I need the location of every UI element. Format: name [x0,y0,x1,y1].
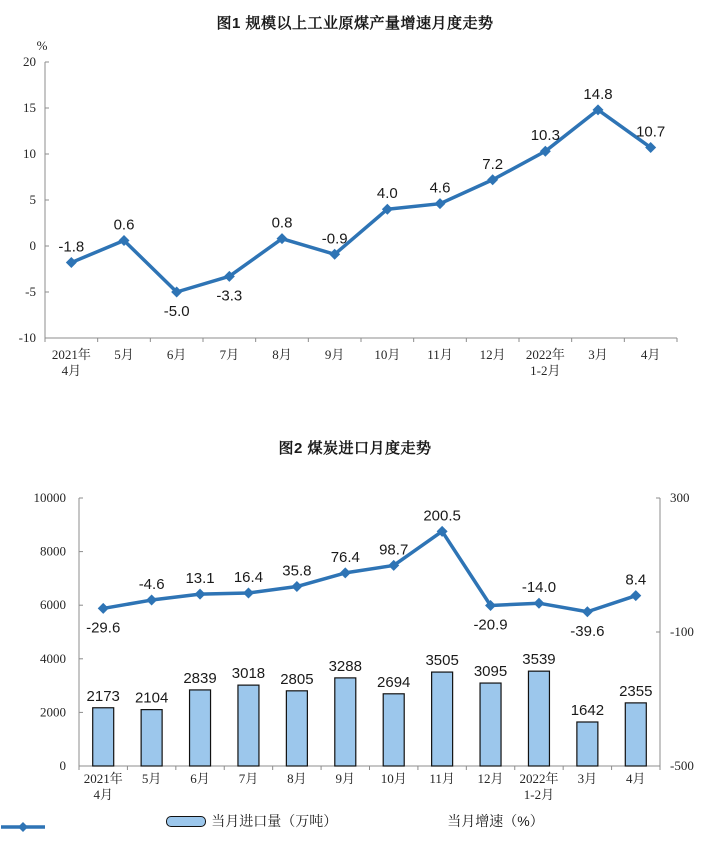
left-y-tick-label: 2000 [40,704,66,720]
data-point-marker [98,603,109,614]
x-tick-label: 10月 [380,771,407,786]
line-data-label: -4.6 [138,576,165,594]
line-data-label: 16.4 [233,569,264,587]
right-y-tick-label: -100 [670,624,694,639]
x-tick-label: 9月 [324,347,345,362]
x-tick-label: 2022年 [525,347,565,362]
line-data-label: 8.4 [625,571,647,589]
x-tick-label: 8月 [287,771,307,786]
bar-data-label: 1642 [570,701,605,719]
x-tick-label: 2022年 [519,771,559,786]
x-tick-label: 4月 [93,787,113,802]
bar-data-label: 2173 [86,687,120,705]
bar [625,703,646,766]
x-tick-label: 7月 [238,771,259,786]
x-tick-label: 9月 [335,771,356,786]
line-data-label: -5.0 [163,303,190,320]
bar [577,722,598,766]
bar-swatch-icon [166,816,206,827]
data-point-marker [435,198,446,209]
line-data-label: -1.8 [58,238,85,256]
x-tick-label: 1-2月 [530,363,561,378]
x-tick-label: 4月 [61,363,82,378]
data-point-marker [66,257,77,268]
x-tick-labels [84,771,646,802]
figure2-bar-line-chart [0,460,710,841]
legend-item-growth [442,811,543,831]
y-axis-unit: % [36,38,48,53]
bar [480,683,501,766]
figure1-line-chart [0,36,710,386]
x-tick-label: 2021年 [83,771,123,786]
line-data-label: 0.6 [113,216,135,234]
y-tick-label: 15 [23,100,36,115]
axes [45,62,677,342]
line-data-label: 4.6 [429,179,451,197]
bar [238,685,259,766]
left-y-tick-label: 10000 [33,490,66,505]
line-data-label: -14.0 [521,579,557,597]
legend-label-imports: 当月进口量（万吨） [211,813,338,829]
y-tick-label: 0 [29,238,36,253]
left-y-tick-labels [34,490,67,773]
line-data-label: -3.3 [216,287,243,305]
bar [383,694,404,766]
line-data-label: 13.1 [185,570,215,588]
left-y-tick-label: 0 [59,758,66,773]
bar [335,678,356,766]
y-tick-label: -5 [25,284,36,299]
data-point-marker [146,595,157,606]
line-data-label: -20.9 [473,616,508,634]
x-tick-label: 3月 [577,771,598,786]
line-data-label: -0.9 [321,230,348,248]
line-data-label: 200.5 [423,507,461,525]
bar-data-label: 2839 [183,669,217,687]
y-tick-label: -10 [18,330,36,345]
bar [141,710,162,766]
bar-data-label: 2805 [280,670,314,688]
left-y-tick-label: 8000 [40,543,66,559]
bar [190,690,211,766]
x-tick-label: 12月 [479,347,506,362]
y-tick-label: 5 [29,192,36,207]
line-data-label: -39.6 [570,622,605,640]
data-point-marker [582,606,593,617]
x-tick-label: 6月 [190,771,210,786]
bar-data-label: 3505 [425,652,459,670]
line-data-label: 10.3 [530,127,560,145]
x-tick-label: 5月 [114,347,134,362]
bar-data-label: 3539 [522,651,556,669]
x-tick-label: 12月 [477,771,504,786]
growth-rate-line [103,531,636,611]
legend-item-imports [166,811,337,831]
figure2-title: 图2 煤炭进口月度走势 [278,440,432,457]
data-point-marker [291,581,302,592]
left-y-tick-label: 4000 [40,650,66,666]
x-tick-label: 5月 [141,771,162,786]
x-tick-label: 1-2月 [523,787,555,802]
line-data-label: -29.6 [86,619,121,637]
line-data-label: 4.0 [376,185,398,203]
x-tick-label: 8月 [272,347,292,362]
x-tick-labels [52,347,661,378]
bar-data-label: 3288 [328,657,362,675]
bar-data-label: 2104 [134,689,169,707]
data-point-marker [340,567,351,578]
line-data-label: 76.4 [330,548,360,566]
bar-data-label: 2355 [619,682,653,700]
y-tick-label: 20 [23,54,36,69]
line-data-label: 35.8 [282,562,312,580]
x-tick-label: 10月 [374,347,401,362]
x-tick-label: 11月 [429,771,455,786]
x-tick-label: 7月 [219,347,240,362]
bar-data-label: 3018 [231,665,266,683]
data-point-marker [195,589,206,600]
bar [432,672,453,766]
data-point-marker [533,598,544,609]
import-volume-bars [87,651,653,766]
data-point-marker [630,590,641,601]
y-tick-labels [19,54,36,345]
legend-label-growth: 当月增速（%） [447,813,544,829]
line-data-label: 7.2 [482,155,504,173]
left-y-tick-label: 6000 [40,597,66,613]
right-y-tick-labels [670,490,694,773]
line-data-label: 14.8 [583,85,613,103]
x-tick-label: 11月 [427,347,453,362]
line-data-label: 10.7 [636,123,666,141]
line-data-label: 0.8 [271,214,293,232]
x-tick-label: 6月 [166,347,187,362]
line-data-label: 98.7 [379,541,409,559]
x-tick-label: 4月 [626,771,646,786]
growth-trend-line [71,110,650,292]
figure1-title: 图1 规模以上工业原煤产量增速月度走势 [216,15,494,32]
x-tick-label: 4月 [640,347,661,362]
bar [528,671,549,766]
data-point-marker [243,588,254,599]
bar [286,691,307,766]
bar [93,708,114,766]
y-tick-label: 10 [23,146,36,161]
right-y-tick-label: 300 [670,490,690,505]
bar-data-label: 2694 [377,673,411,691]
right-y-tick-label: -500 [670,758,694,773]
x-tick-label: 2021年 [51,347,91,362]
x-tick-label: 3月 [588,347,608,362]
figure2-legend [0,811,710,831]
bar-data-label: 3095 [473,663,508,681]
